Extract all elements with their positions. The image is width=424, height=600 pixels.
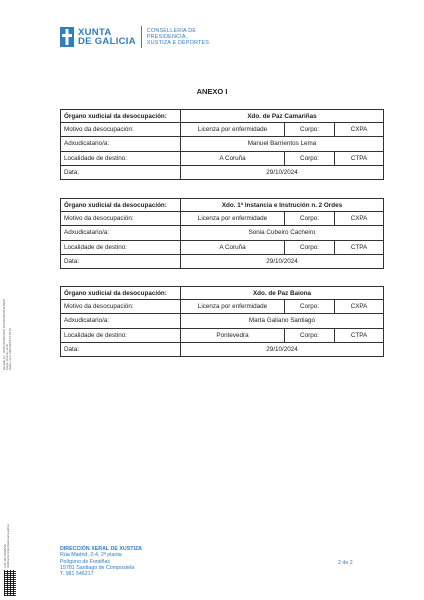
adxudicatario-value: Manuel Barrientos Lema — [247, 140, 317, 148]
footer-line-3: 15781 Santiago de Compostela — [60, 564, 135, 571]
corpo-label: Corpo: — [285, 241, 335, 254]
table-row — [60, 314, 384, 328]
adxudicatario-label: Adxudicatario/a: — [61, 226, 181, 239]
table-row — [60, 300, 384, 314]
signature-line-2: Cargo: Director xeral — [5, 344, 10, 370]
table-row — [60, 152, 384, 166]
corpo-value: CXPA — [350, 126, 368, 134]
corpo-label: Corpo: — [285, 329, 335, 342]
assignment-table-3 — [60, 286, 384, 357]
signature-line-3: Data e hora: 29/10/2024 13:35:14 — [8, 328, 13, 370]
data-label: Data: — [61, 343, 181, 356]
data-value: 29/10/2024 — [266, 168, 298, 176]
table-row — [60, 212, 384, 226]
corpo-value: CXPA — [350, 215, 368, 223]
corpo-label: Corpo: — [285, 300, 335, 313]
organo-value: Xdo. de Paz Camariñas — [247, 112, 317, 120]
adxudicatario-label: Adxudicatario/a: — [61, 137, 181, 150]
consellaria-line-1: CONSELLERÍA DE — [146, 28, 197, 34]
signature-stamp — [3, 300, 23, 370]
footer-line-2: Polígono de Fontiñas — [60, 558, 111, 565]
data-label: Data: — [61, 255, 181, 268]
table-row — [60, 226, 384, 240]
footer-address — [60, 546, 142, 577]
data-value: 29/10/2024 — [266, 257, 298, 265]
header-divider — [141, 26, 142, 48]
table-row — [60, 286, 384, 300]
cve-code: CVE: Xfh7vIKD0xV6 — [4, 544, 7, 568]
qr-code-icon — [4, 570, 16, 596]
localidade-value: A Coruña — [181, 152, 285, 165]
localidade-label: Localidade de destino: — [61, 241, 181, 254]
table-row — [60, 109, 384, 123]
motivo-label: Motivo da desocupación: — [61, 123, 181, 136]
data-value: 29/10/2024 — [266, 345, 298, 353]
localidade-label: Localidade de destino: — [61, 329, 181, 342]
cve-url[interactable]: Verificación: https://sede.xunta.gal/cve — [7, 523, 10, 568]
table-row — [60, 343, 384, 357]
table-row — [60, 255, 384, 269]
corpo-value: CTPA — [350, 243, 368, 251]
data-label: Data: — [61, 166, 181, 179]
adxudicatario-value: Sonia Cubeiro Cacheiro — [248, 229, 316, 237]
header — [60, 26, 209, 48]
table-row — [60, 123, 384, 137]
adxudicatario-label: Adxudicatario/a: — [61, 314, 181, 327]
organo-label: Órgano xudicial da desocupación: — [61, 199, 181, 211]
verification-text — [4, 524, 10, 568]
logo-line-2: DE GALICIA — [78, 36, 136, 47]
corpo-value: CXPA — [350, 303, 368, 311]
motivo-value: Licenza por enfermidade — [181, 212, 285, 225]
consellaria-name — [147, 28, 209, 46]
localidade-value: A Coruña — [181, 241, 285, 254]
page-title: ANEXO I — [196, 87, 228, 96]
corpo-label: Corpo: — [285, 212, 335, 225]
signature-line-1: Asinado por: JOSE FRANCISCO FRONCHOSO ALBERT — [2, 298, 6, 370]
xunta-cross-icon — [60, 27, 74, 47]
assignment-table-1 — [60, 109, 384, 180]
organo-value: Xdo. 1ª Instancia e Instrución n. 2 Ordes — [221, 201, 343, 209]
motivo-label: Motivo da desocupación: — [61, 212, 181, 225]
xunta-logo-text — [78, 28, 136, 46]
motivo-label: Motivo da desocupación: — [61, 300, 181, 313]
assignment-table-2 — [60, 198, 384, 269]
logo-line-1: XUNTA — [78, 27, 112, 38]
adxudicatario-value: Marta Galiano Santiago — [248, 317, 316, 325]
consellaria-line-2: PRESIDENCIA, — [146, 34, 188, 40]
footer-line-1: Rúa Madrid, 2-4, 2ª planta — [60, 552, 122, 559]
table-row — [60, 198, 384, 212]
corpo-value: CTPA — [350, 154, 368, 162]
corpo-label: Corpo: — [285, 152, 335, 165]
localidade-value: Pontevedra — [181, 329, 285, 342]
organo-value: Xdo. de Paz Baiona — [252, 289, 312, 297]
table-row — [60, 241, 384, 255]
footer-line-4: T. 981 546217 — [60, 571, 94, 578]
consellaria-line-3: XUSTIZA E DEPORTES — [146, 40, 210, 46]
organo-label: Órgano xudicial da desocupación: — [61, 110, 181, 122]
table-row — [60, 166, 384, 180]
table-row — [60, 329, 384, 343]
table-row — [60, 137, 384, 151]
page-number: 2 de 2 — [338, 560, 353, 566]
corpo-value: CTPA — [350, 331, 368, 339]
footer-title: DIRECCIÓN XERAL DE XUSTIZA — [60, 546, 143, 552]
motivo-value: Licenza por enfermidade — [181, 123, 285, 136]
verification-block — [4, 500, 16, 596]
corpo-label: Corpo: — [285, 123, 335, 136]
motivo-value: Licenza por enfermidade — [181, 300, 285, 313]
signature-text — [3, 299, 13, 370]
organo-label: Órgano xudicial da desocupación: — [61, 287, 181, 299]
localidade-label: Localidade de destino: — [61, 152, 181, 165]
